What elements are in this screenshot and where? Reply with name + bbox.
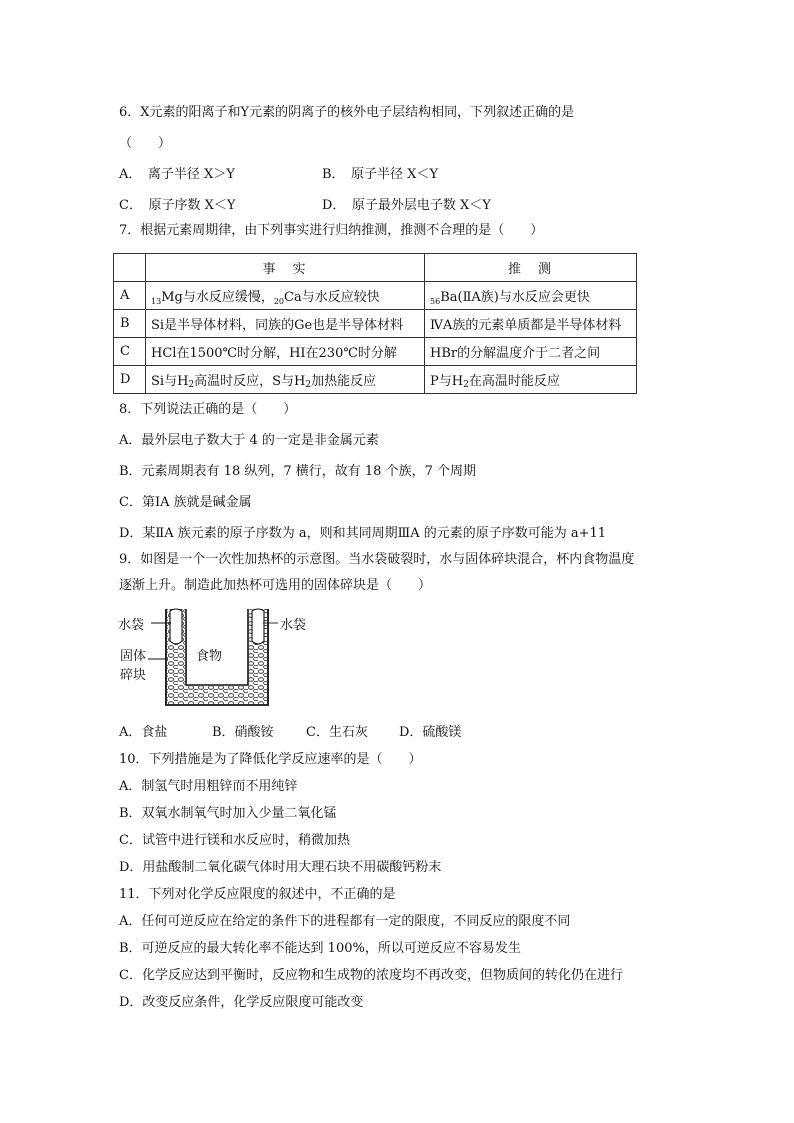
label-water-bag-left: 水袋 xyxy=(118,618,145,633)
table-header-guess: 推 测 xyxy=(425,254,637,282)
water-bag-right xyxy=(252,609,264,644)
q6-answer-paren: （ ） xyxy=(119,136,172,151)
row-label: D xyxy=(114,366,146,394)
row-fact: $_{13}$Mg与水反应缓慢，$_{20}$Ca与水反应较快 xyxy=(146,282,425,310)
label-solid-line2: 碎块 xyxy=(120,668,147,683)
row-fact: HCl在1500℃时分解，HI在230℃时分解 xyxy=(146,338,425,366)
q6-option-c: C． 原子序数 X＜Y xyxy=(119,198,236,213)
q10-option-b: B．双氧水制氧气时加入少量二氧化锰 xyxy=(119,806,337,821)
row-guess: HBr的分解温度介于二者之间 xyxy=(425,338,637,366)
q8-option-a: A．最外层电子数大于 4 的一定是非金属元素 xyxy=(119,433,379,448)
q11-option-c: C．化学反应达到平衡时，反应物和生成物的浓度均不再改变，但物质间的转化仍在进行 xyxy=(119,968,623,983)
q9-option-b: B．硝酸铵 xyxy=(212,725,274,740)
q11-option-a: A．任何可逆反应在给定的条件下的进程都有一定的限度，不同反应的限度不同 xyxy=(119,914,571,929)
q10-option-a: A．制氢气时用粗锌而不用纯锌 xyxy=(119,779,298,794)
q11-option-b: B．可逆反应的最大转化率不能达到 100%，所以可逆反应不容易发生 xyxy=(119,941,521,956)
row-guess: $_{56}$Ba(ⅡA族)与水反应会更快 xyxy=(425,282,637,310)
q8-option-d: D．某ⅡA 族元素的原子序数为 a，则和其同周期ⅢA 的元素的原子序数可能为 a+11 xyxy=(119,526,607,541)
q10-stem: 10．下列措施是为了降低化学反应速率的是（ ） xyxy=(119,752,422,767)
row-label: B xyxy=(114,310,146,338)
table-row xyxy=(114,366,637,394)
q6-option-b: B． 原子半径 X＜Y xyxy=(322,167,439,182)
q9-option-d: D．硫酸镁 xyxy=(399,725,462,740)
q9-stem-line1: 9．如图是一个一次性加热杯的示意图。当水袋破裂时，水与固体碎块混合，杯内食物温度 xyxy=(119,552,635,567)
table-header-row xyxy=(114,254,637,282)
label-water-bag-right: 水袋 xyxy=(280,618,307,633)
q7-stem: 7．根据元素周期律，由下列事实进行归纳推测，推测不合理的是（ ） xyxy=(119,223,544,238)
q9-stem-line2: 逐渐上升。制造此加热杯可选用的固体碎块是（ ） xyxy=(119,578,432,593)
label-food: 食物 xyxy=(196,649,223,664)
q8-option-b: B．元素周期表有 18 纵列，7 横行，故有 18 个族，7 个周期 xyxy=(119,464,476,479)
q8-option-c: C．第ⅠA 族就是碱金属 xyxy=(119,495,252,510)
q7-facts-table xyxy=(113,253,637,394)
q6-option-a: A． 离子半径 X＞Y xyxy=(119,167,235,182)
heating-cup-diagram xyxy=(118,605,308,709)
row-label: A xyxy=(114,282,146,310)
q11-option-d: D．改变反应条件，化学反应限度可能改变 xyxy=(119,995,364,1010)
q9-option-a: A．食盐 xyxy=(119,725,168,740)
label-solid-line1: 固体 xyxy=(120,649,147,664)
table-row xyxy=(114,282,637,310)
q6-option-d: D． 原子最外层电子数 X＜Y xyxy=(322,198,491,213)
table-header-blank xyxy=(114,254,146,282)
q10-option-d: D．用盐酸制二氧化碳气体时用大理石块不用碳酸钙粉末 xyxy=(119,860,442,875)
q9-option-c: C．生石灰 xyxy=(306,725,368,740)
row-guess: P与$H_2$在高温时能反应 xyxy=(425,366,637,394)
q10-option-c: C．试管中进行镁和水反应时，稍微加热 xyxy=(119,833,350,848)
row-label: C xyxy=(114,338,146,366)
q11-stem: 11．下列对化学反应限度的叙述中，不正确的是 xyxy=(119,887,396,902)
water-bag-left xyxy=(170,609,182,644)
q6-stem: 6．X元素的阳离子和Y元素的阴离子的核外电子层结构相同，下列叙述正确的是 xyxy=(119,105,575,120)
table-row xyxy=(114,338,637,366)
table-header-fact: 事 实 xyxy=(146,254,425,282)
q8-stem: 8．下列说法正确的是（ ） xyxy=(119,402,297,417)
row-guess: ⅣA族的元素单质都是半导体材料 xyxy=(425,310,637,338)
row-fact: Si与$H_2$高温时反应，S与$H_2$加热能反应 xyxy=(146,366,425,394)
table-row xyxy=(114,310,637,338)
row-fact: Si是半导体材料，同族的Ge也是半导体材料 xyxy=(146,310,425,338)
